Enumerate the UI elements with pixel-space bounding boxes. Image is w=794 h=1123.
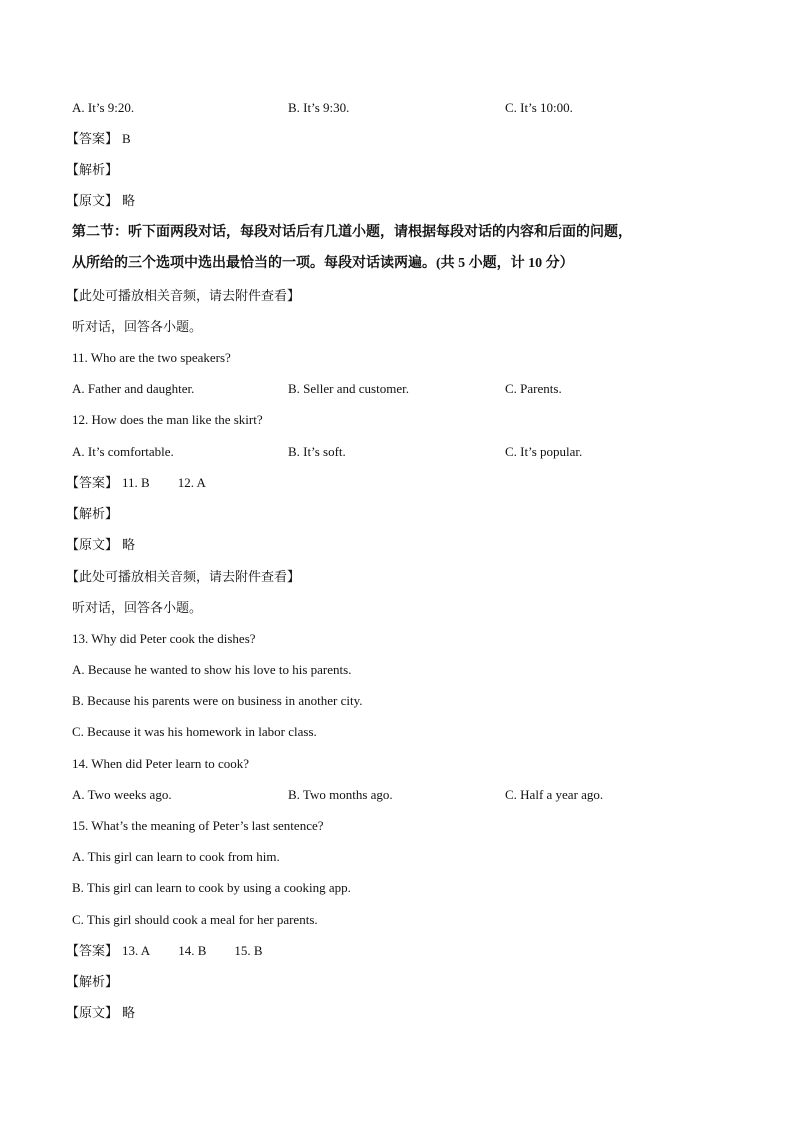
q10-option-c: C. It’s 10:00. [505,100,573,115]
original-11-12 [66,537,136,553]
q11-option-a: A. Father and daughter. [72,381,195,396]
q14-option-c: C. Half a year ago. [505,787,604,802]
q10-option-a: A. It’s 9:20. [72,100,135,115]
q10-analysis [66,162,122,178]
q13-question: 13. Why did Peter cook the dishes? [72,631,256,646]
answer-15: 15. B [234,943,263,958]
analysis-13-15 [66,974,122,990]
q15-option-b: B. This girl can learn to cook by using a cooking app. [72,880,351,895]
q10-option-b: B. It’s 9:30. [288,100,350,115]
answer-label: 【答案】 [66,131,119,146]
original-label: 【原文】 [66,1005,119,1020]
q13-option-c: C. Because it was his homework in labor class. [72,724,317,739]
original-value: 略 [122,193,136,208]
q15-option-a: A. This girl can learn to cook from him. [72,849,280,864]
audio-note-1: 【此处可播放相关音频，请去附件查看】 [66,288,301,303]
answers-13-15 [66,943,291,959]
q13-option-a: A. Because he wanted to show his love to his parents. [72,662,352,677]
original-value: 略 [122,1005,136,1020]
answers-11-12 [66,475,234,491]
answer-11: 11. B [122,475,150,490]
q11-option-b: B. Seller and customer. [288,381,409,396]
analysis-11-12 [66,506,122,522]
original-label: 【原文】 [66,193,119,208]
section2-heading-line2: 从所给的三个选项中选出最恰当的一项。每段对话读两遍。(共 5 小题，计 10 分） [72,256,574,271]
answer-label: 【答案】 [66,943,119,958]
q14-option-b: B. Two months ago. [288,787,393,802]
q15-option-c: C. This girl should cook a meal for her parents. [72,912,318,927]
answer-label: 【答案】 [66,475,119,490]
q10-answer [66,131,131,147]
original-13-15 [66,1005,136,1021]
answer-12: 12. A [177,475,206,490]
original-value: 略 [122,537,136,552]
answer-13: 13. A [122,943,151,958]
q14-question: 14. When did Peter learn to cook? [72,756,250,771]
analysis-label: 【解析】 [66,974,119,989]
listen-instruction-1: 听对话，回答各小题。 [72,319,203,334]
q12-option-b: B. It’s soft. [288,444,346,459]
q11-option-c: C. Parents. [505,381,562,396]
q10-original [66,193,136,209]
section2-heading-line1: 第二节：听下面两段对话，每段对话后有几道小题，请根据每段对话的内容和后面的问题， [72,225,632,240]
q12-options [72,444,732,460]
q13-option-b: B. Because his parents were on business in another city. [72,693,363,708]
q11-options [72,381,732,397]
answer-14: 14. B [178,943,207,958]
q15-question: 15. What’s the meaning of Peter’s last sentence? [72,818,324,833]
q12-question: 12. How does the man like the skirt? [72,412,263,427]
q12-option-a: A. It’s comfortable. [72,444,174,459]
audio-note-2: 【此处可播放相关音频，请去附件查看】 [66,569,301,584]
q14-options [72,787,732,803]
q10-options [72,100,732,116]
listen-instruction-2: 听对话，回答各小题。 [72,600,203,615]
answer-value: B [122,131,131,146]
q14-option-a: A. Two weeks ago. [72,787,172,802]
analysis-label: 【解析】 [66,162,119,177]
q12-option-c: C. It’s popular. [505,444,583,459]
original-label: 【原文】 [66,537,119,552]
analysis-label: 【解析】 [66,506,119,521]
q11-question: 11. Who are the two speakers? [72,350,231,365]
